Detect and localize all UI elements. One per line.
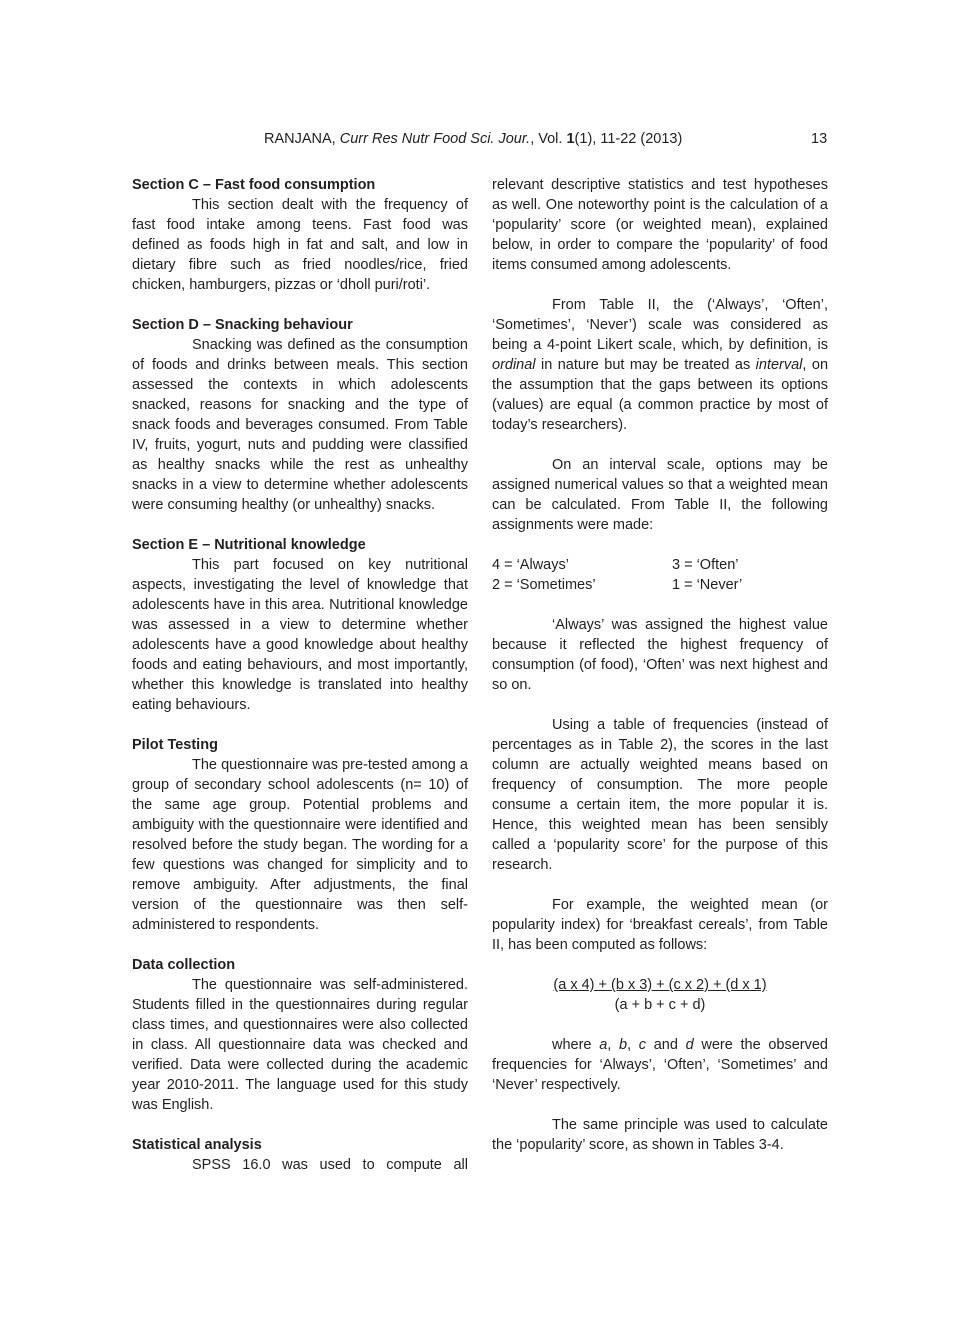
journal-name: Curr Res Nutr Food Sci. Jour. — [339, 131, 531, 147]
paragraph-variables: where a, b, c and d were the observed frequencies for ‘Always’, ‘Often’, ‘Sometimes’ and ‘Never’ respectively. — [492, 1037, 828, 1093]
weighted-mean-formula — [492, 975, 828, 1015]
left-column — [132, 175, 468, 1175]
assignment-never: 1 = ‘Never’ — [672, 577, 743, 593]
paragraph-same-principle: The same principle was used to calculate the ‘popularity’ score, as shown in Tables 3-4. — [492, 1117, 828, 1153]
data-collection-body: The questionnaire was self-administered. Students filled in the questionnaires during regular class times, and questionnaires were also collected in class. All questionnaire data was checked and verified. Data were collected during the academic year 2010-2011. The language used for this study was English. — [132, 977, 468, 1113]
section-c-heading: Section C – Fast food consumption — [132, 177, 376, 193]
section-e-heading: Section E – Nutritional knowledge — [132, 537, 366, 553]
formula-numerator: (a x 4) + (b x 3) + (c x 2) + (d x 1) — [553, 977, 767, 993]
assignment-often: 3 = ‘Often’ — [672, 557, 739, 573]
assignment-always: 4 = ‘Always’ — [492, 557, 569, 573]
value-assignments — [492, 555, 828, 595]
statistical-analysis-heading: Statistical analysis — [132, 1137, 262, 1153]
running-header — [0, 129, 960, 149]
pilot-testing-body: The questionnaire was pre-tested among a group of secondary school adolescents (n= 10) of the same age group. Potential problems and ambiguity with the questionnaire were identified and resolved before the study began. The wording for a few questions was changed for simplicity and to remove ambiguity. After adjustments, the final version of the questionnaire was then self-administered to respondents. — [132, 757, 468, 933]
paragraph-always-highest: ‘Always’ was assigned the highest value because it reflected the highest frequency of consumption (of food), ‘Often’ was next highest and so on. — [492, 617, 828, 693]
pilot-testing-heading: Pilot Testing — [132, 737, 218, 753]
section-d-body: Snacking was defined as the consumption of foods and drinks between meals. This section assessed the contexts in which adolescents snacked, reasons for snacking and the type of snack foods and beverages consumed. From Table IV, fruits, yogurt, nuts and pudding were classified as healthy snacks while the rest as unhealthy snacks in a view to determine whether adolescents were consuming healthy (or unhealthy) snacks. — [132, 337, 468, 513]
section-d-heading: Section D – Snacking behaviour — [132, 317, 353, 333]
formula-denominator: (a + b + c + d) — [614, 997, 706, 1013]
section-c-body: This section dealt with the frequency of fast food intake among teens. Fast food was defined as foods high in fat and salt, and low in dietary fibre such as fried noodles/rice, fried chicken, hamburgers, pizzas or ‘dholl puri/roti’. — [132, 197, 468, 293]
assignment-sometimes: 2 = ‘Sometimes’ — [492, 577, 596, 593]
journal-citation: RANJANA, Curr Res Nutr Food Sci. Jour., Vol. 1(1), 11-22 (2013) — [264, 131, 683, 147]
data-collection-heading: Data collection — [132, 957, 236, 973]
right-column — [492, 175, 828, 1155]
volume: 1 — [566, 131, 575, 147]
section-e-body: This part focused on key nutritional aspects, investigating the level of knowledge that adolescents have in this area. Nutritional knowledge was assessed in a view to determine whether adolescents have a good knowledge about healthy foods and eating behaviours, and most importantly, whether this knowledge is translated into healthy eating behaviours. — [132, 557, 468, 713]
paragraph-likert-scale: From Table II, the (‘Always’, ‘Often’, ‘Sometimes’, ‘Never’) scale was considered as being a 4-point Likert scale, which, by definition, is ordinal in nature but may be treated as interval, on the assumption that the gaps between its options (values) are equal (a common practice by most of today’s researchers). — [492, 297, 829, 433]
page-number: 13 — [811, 131, 828, 147]
statistical-analysis-body: SPSS 16.0 was used to compute all — [192, 1157, 468, 1173]
paragraph-frequency-table: Using a table of frequencies (instead of percentages as in Table 2), the scores in the last column are actually weighted means based on frequency of consumption. The more people consume a certain item, the more popular it is. Hence, this weighted mean has been sensibly called a ‘popularity score’ for the purpose of this research. — [492, 717, 828, 873]
paragraph-interval-scale: On an interval scale, options may be assigned numerical values so that a weighted mean can be calculated. From Table II, the following assignments were made: — [492, 457, 828, 533]
paragraph-example: For example, the weighted mean (or popularity index) for ‘breakfast cereals’, from Table II, has been computed as follows: — [492, 897, 828, 953]
paragraph-popularity-intro: relevant descriptive statistics and test hypotheses as well. One noteworthy point is the calculation of a ‘popularity’ score (or weighted mean), explained below, in order to compare the ‘popularity’ of food items consumed among adolescents. — [492, 177, 828, 273]
